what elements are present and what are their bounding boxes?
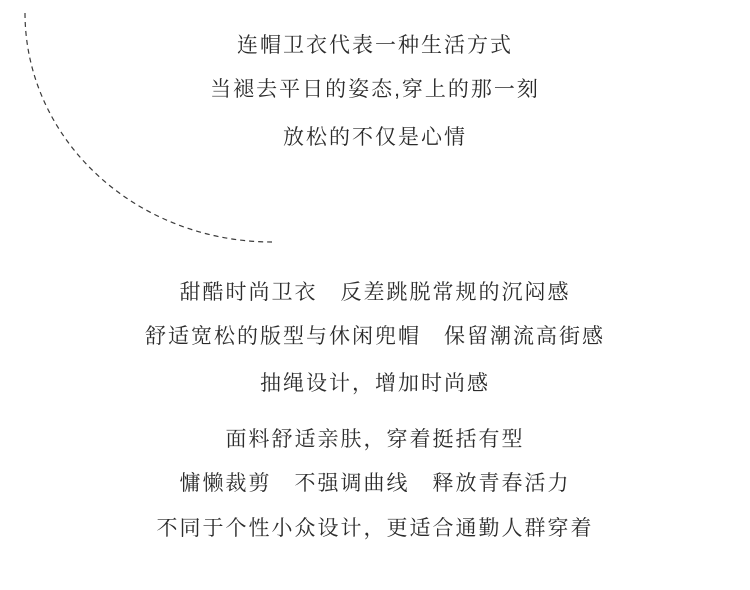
intro-line-3: 放松的不仅是心情 xyxy=(283,126,467,149)
feature-line-5: 慵懒裁剪 不强调曲线 释放青春活力 xyxy=(179,472,571,495)
feature-line-1: 甜酷时尚卫衣 反差跳脱常规的沉闷感 xyxy=(179,281,571,304)
feature-line-6: 不同于个性小众设计，更适合通勤人群穿着 xyxy=(156,517,594,540)
feature-line-2: 舒适宽松的版型与休闲兜帽 保留潮流高街感 xyxy=(145,325,605,348)
feature-line-3: 抽绳设计，增加时尚感 xyxy=(260,372,490,395)
feature-line-4: 面料舒适亲肤，穿着挺括有型 xyxy=(225,428,525,451)
intro-line-1: 连帽卫衣代表一种生活方式 xyxy=(237,34,513,57)
intro-line-2: 当褪去平日的姿态,穿上的那一刻 xyxy=(210,78,540,101)
